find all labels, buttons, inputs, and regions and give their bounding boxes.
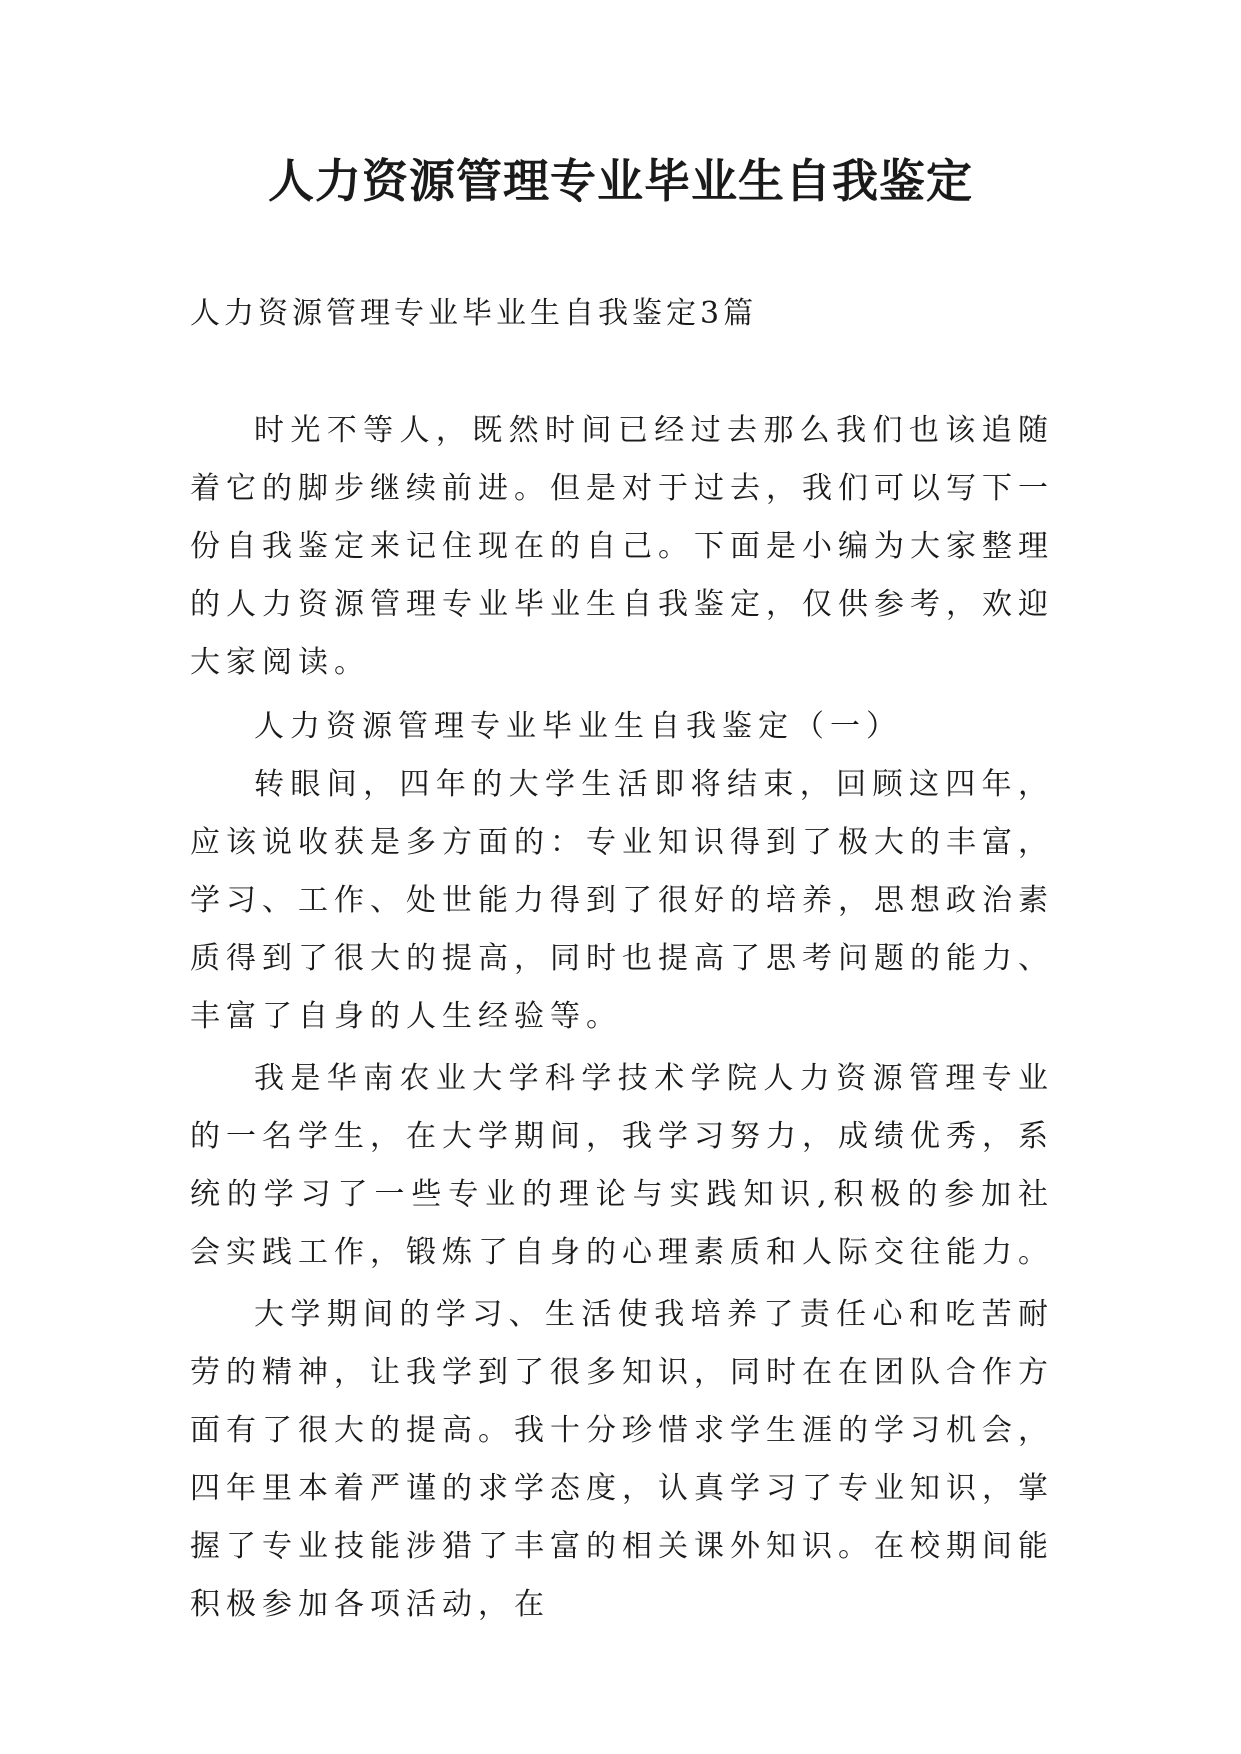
- body-paragraph: 我是华南农业大学科学技术学院人力资源管理专业的一名学生，在大学期间，我学习努力，成绩优秀，系统的学习了一些专业的理论与实践知识,积极的参加社会实践工作，锻炼了自身的心理素质和人际交往能力。: [190, 1061, 1054, 1270]
- intro-paragraph: 时光不等人，既然时间已经过去那么我们也该追随着它的脚步继续前进。但是对于过去，我们可以写下一份自我鉴定来记住现在的自己。下面是小编为大家整理的人力资源管理专业毕业生自我鉴定，仅供参考，欢迎大家阅读。: [190, 413, 1054, 680]
- section-heading: 人力资源管理专业毕业生自我鉴定（一）: [254, 709, 902, 744]
- body-paragraph: 大学期间的学习、生活使我培养了责任心和吃苦耐劳的精神，让我学到了很多知识，同时在在团队合作方面有了很大的提高。我十分珍惜求学生涯的学习机会，四年里本着严谨的求学态度，认真学习了专业知识，掌握了专业技能涉猎了丰富的相关课外知识。在校期间能积极参加各项活动，在: [190, 1297, 1054, 1622]
- body-paragraph: 转眼间，四年的大学生活即将结束，回顾这四年，应该说收获是多方面的：专业知识得到了极大的丰富，学习、工作、处世能力得到了很好的培养，思想政治素质得到了很大的提高，同时也提高了思考问题的能力、丰富了自身的人生经验等。: [190, 767, 1054, 1034]
- document-subtitle: 人力资源管理专业毕业生自我鉴定3篇: [190, 296, 758, 331]
- document-title: 人力资源管理专业毕业生自我鉴定: [268, 154, 973, 208]
